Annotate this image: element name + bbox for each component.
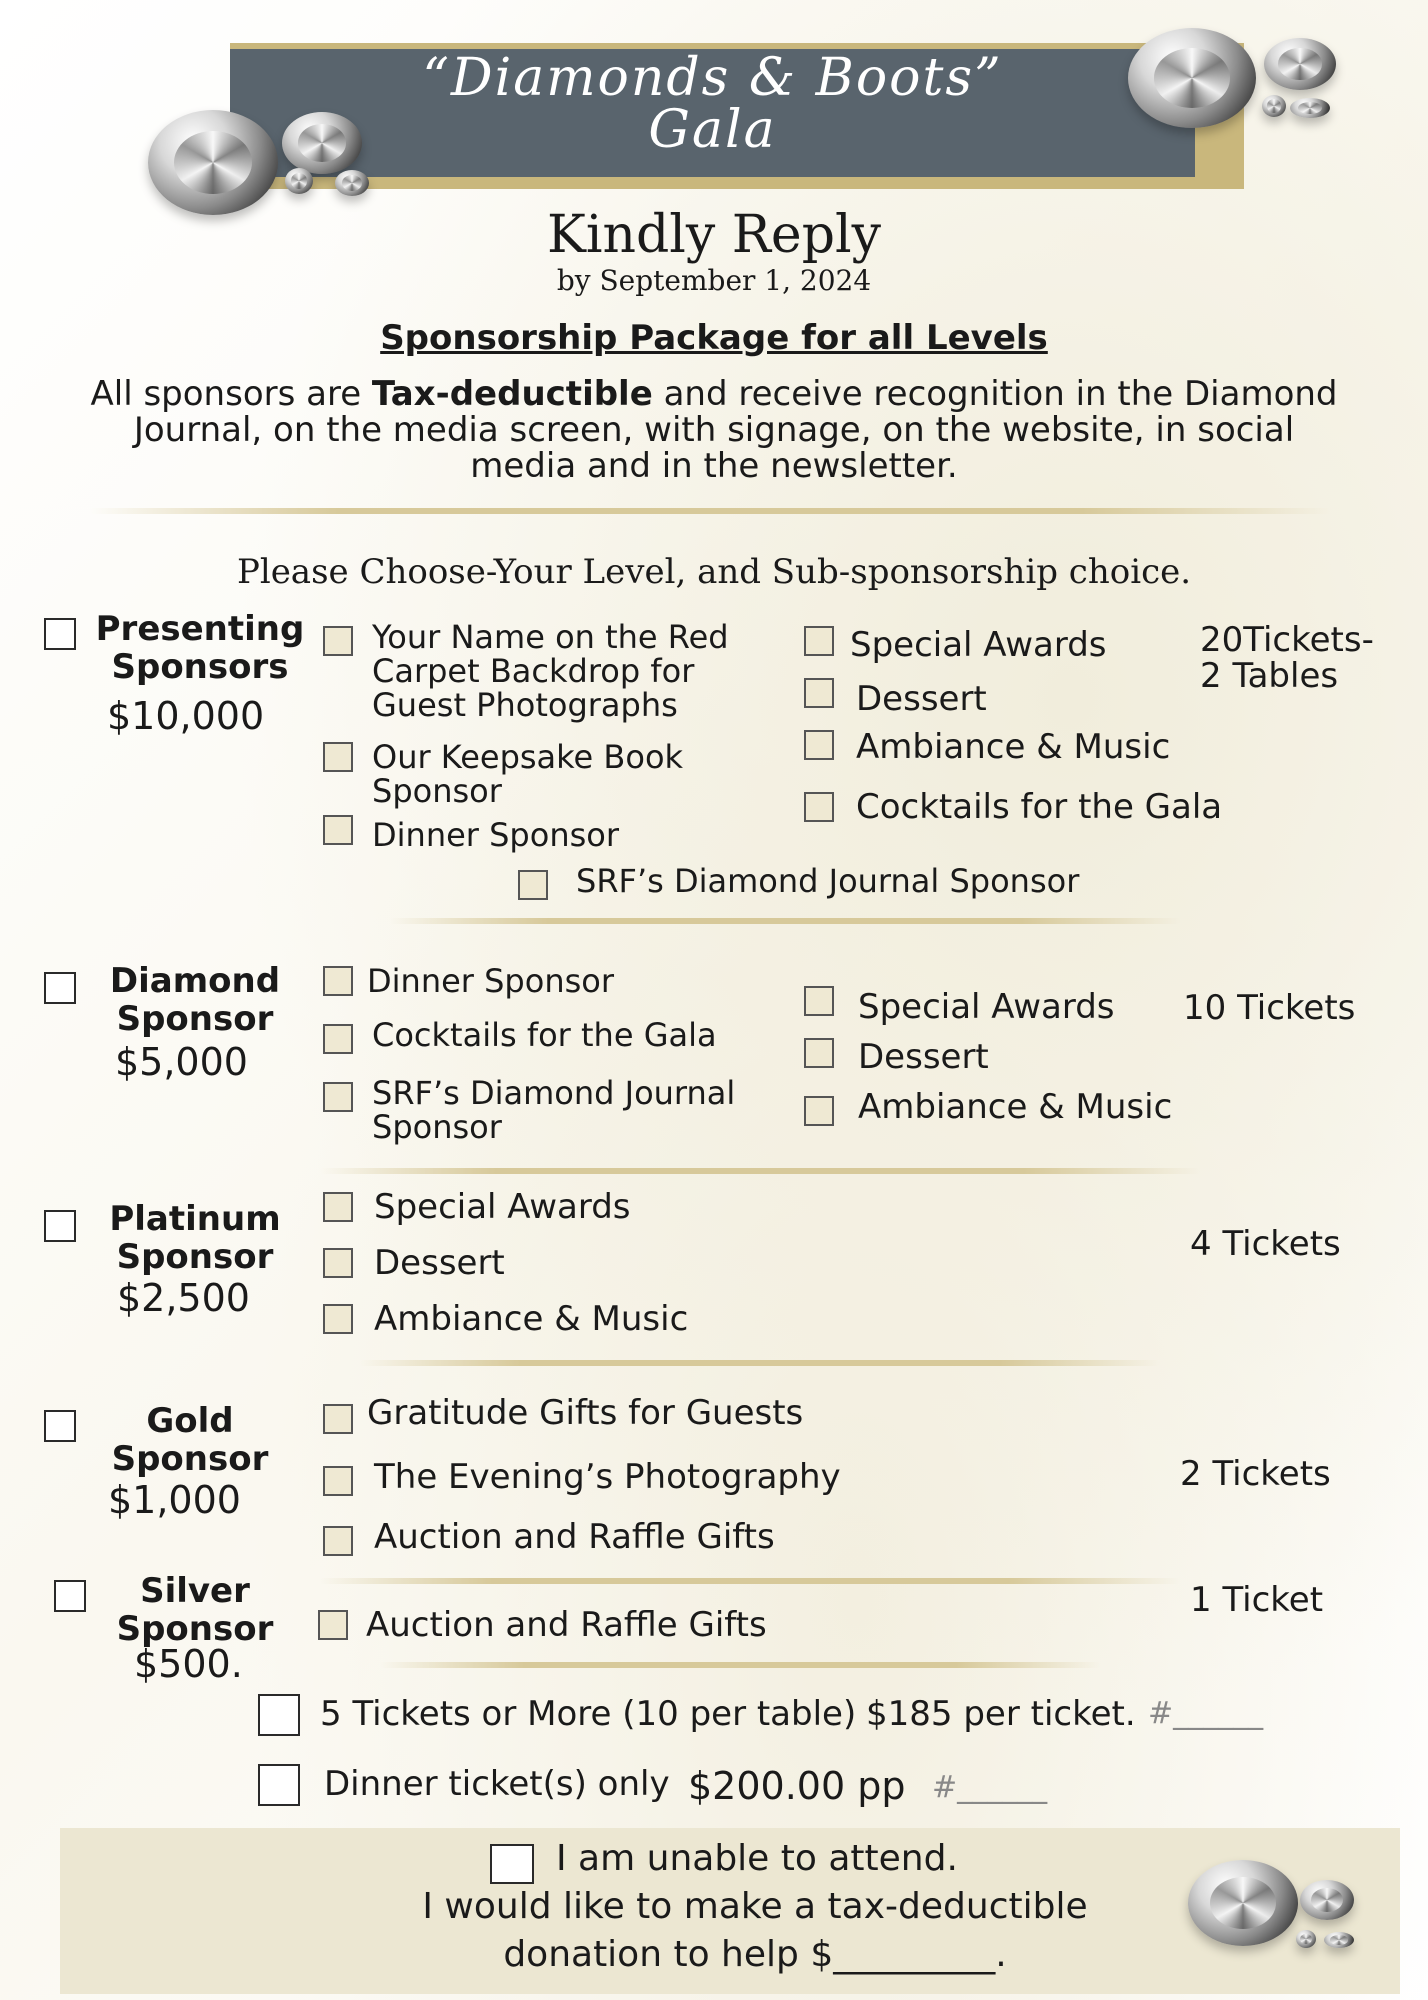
diamond-icon (148, 110, 278, 215)
dinner-only-label: Dinner ticket(s) only (324, 1764, 670, 1804)
presenting-sponsor-checkbox[interactable] (44, 618, 76, 650)
dinner-only-price: $200.00 pp (688, 1764, 906, 1808)
reply-by-date: by September 1, 2024 (556, 264, 872, 297)
diamond-icon (1296, 1930, 1316, 1948)
presenting-option-checkbox[interactable] (323, 626, 353, 656)
gold-option-checkbox[interactable] (323, 1466, 353, 1496)
gold-option-checkbox[interactable] (323, 1404, 353, 1434)
presenting-option-checkbox[interactable] (804, 792, 834, 822)
platinum-option-checkbox[interactable] (323, 1304, 353, 1334)
platinum-sponsor-price: $2,500 (117, 1276, 250, 1320)
unable-to-attend-label: I am unable to attend. (556, 1838, 958, 1879)
silver-option-checkbox[interactable] (318, 1610, 348, 1640)
five-tickets-label: 5 Tickets or More (10 per table) (320, 1694, 857, 1734)
presenting-option-label: Special Awards (850, 625, 1107, 665)
presenting-option-checkbox[interactable] (518, 870, 548, 900)
platinum-tickets: 4 Tickets (1190, 1224, 1341, 1264)
intro-text-line2: Journal, on the media screen, with signage, on the website, in social (133, 410, 1295, 450)
diamond-option-label: Dessert (858, 1037, 989, 1077)
diamond-option-checkbox[interactable] (804, 1096, 834, 1126)
gold-option-label: The Evening’s Photography (374, 1457, 841, 1497)
diamond-option-checkbox[interactable] (323, 1024, 353, 1054)
divider (390, 918, 1180, 924)
platinum-option-checkbox[interactable] (323, 1192, 353, 1222)
diamond-option-label: Ambiance & Music (858, 1087, 1173, 1127)
silver-option-label: Auction and Raffle Gifts (366, 1605, 767, 1645)
diamond-option-label: Cocktails for the Gala (372, 1016, 717, 1054)
five-tickets-checkbox[interactable] (258, 1694, 300, 1736)
intro-text-line3: media and in the newsletter. (470, 446, 958, 486)
diamond-icon (1264, 38, 1336, 90)
diamond-icon (1290, 98, 1330, 118)
presenting-tickets: 20Tickets- 2 Tables (1200, 620, 1374, 696)
diamond-icon (1262, 95, 1286, 117)
presenting-sponsor-name: Presenting Sponsors (95, 609, 305, 687)
divider (380, 1662, 1100, 1668)
diamond-option-checkbox[interactable] (323, 1082, 353, 1112)
presenting-option-checkbox[interactable] (804, 678, 834, 708)
silver-sponsor-price: $500. (134, 1642, 243, 1686)
diamond-option-checkbox[interactable] (323, 966, 353, 996)
diamond-option-label: Dinner Sponsor (367, 962, 614, 1000)
diamond-icon (1188, 1860, 1298, 1946)
intro-text-bold: Tax-deductible (371, 374, 653, 414)
dinner-only-checkbox[interactable] (258, 1764, 300, 1806)
donation-text-line1: I would like to make a tax-deductible (422, 1886, 1088, 1927)
gold-option-checkbox[interactable] (323, 1526, 353, 1556)
presenting-sponsor-price: $10,000 (107, 694, 265, 738)
choose-level-text: Please Choose-Your Level, and Sub-sponsorship choice. (236, 552, 1192, 592)
divider (360, 1360, 1160, 1366)
platinum-option-label: Ambiance & Music (374, 1299, 689, 1339)
divider (320, 1168, 1200, 1174)
platinum-option-label: Dessert (374, 1243, 505, 1283)
presenting-option-checkbox[interactable] (323, 815, 353, 845)
presenting-option-label: SRF’s Diamond Journal Sponsor (576, 862, 1080, 900)
presenting-option-label: Dinner Sponsor (372, 816, 619, 854)
presenting-option-label: Ambiance & Music (856, 727, 1171, 767)
diamond-option-label: SRF’s Diamond Journal Sponsor (372, 1074, 736, 1146)
gold-option-label: Gratitude Gifts for Guests (367, 1393, 804, 1433)
donation-amount-field[interactable]: donation to help $_________. (503, 1934, 1007, 1975)
silver-sponsor-name: Silver Sponsor (116, 1571, 274, 1649)
diamond-icon (1128, 28, 1256, 128)
diamond-sponsor-price: $5,000 (115, 1040, 248, 1084)
presenting-option-checkbox[interactable] (804, 730, 834, 760)
presenting-option-label: Our Keepsake Book Sponsor (372, 738, 684, 810)
diamond-icon (335, 170, 369, 196)
intro-text (0, 376, 1428, 484)
five-tickets-price: $185 per ticket. (866, 1694, 1136, 1734)
divider (320, 1578, 1180, 1584)
kindly-reply-heading: Kindly Reply (546, 205, 881, 265)
presenting-option-label: Dessert (856, 679, 987, 719)
presenting-option-label: Your Name on the Red Carpet Backdrop for Guest Photographs (372, 618, 729, 724)
divider (90, 508, 1330, 514)
diamond-option-label: Special Awards (858, 987, 1115, 1027)
silver-sponsor-checkbox[interactable] (54, 1580, 86, 1612)
platinum-option-label: Special Awards (374, 1187, 631, 1227)
gold-tickets: 2 Tickets (1180, 1454, 1331, 1494)
diamond-sponsor-checkbox[interactable] (44, 972, 76, 1004)
gold-sponsor-checkbox[interactable] (44, 1410, 76, 1442)
banner-title (230, 48, 1195, 160)
platinum-option-checkbox[interactable] (323, 1248, 353, 1278)
gold-sponsor-name: Gold Sponsor (111, 1401, 269, 1479)
banner-title-line1: “Diamonds & Boots” (422, 48, 1003, 108)
unable-to-attend-checkbox[interactable] (490, 1844, 534, 1884)
dinner-only-quantity-field[interactable]: #______ (932, 1770, 1048, 1805)
gold-sponsor-price: $1,000 (108, 1478, 241, 1522)
intro-text-suffix: and receive recognition in the Diamond (652, 374, 1338, 414)
sponsorship-heading: Sponsorship Package for all Levels (380, 318, 1048, 358)
banner-title-line2: Gala (648, 100, 777, 160)
intro-text-prefix: All sponsors are (90, 374, 372, 414)
diamond-option-checkbox[interactable] (804, 1038, 834, 1068)
diamond-icon (1324, 1932, 1354, 1948)
diamond-sponsor-name: Diamond Sponsor (109, 961, 281, 1039)
silver-tickets: 1 Ticket (1190, 1580, 1324, 1620)
five-tickets-quantity-field[interactable]: #______ (1148, 1696, 1264, 1731)
platinum-sponsor-checkbox[interactable] (44, 1210, 76, 1242)
presenting-option-label: Cocktails for the Gala (856, 787, 1223, 827)
diamond-icon (1300, 1880, 1354, 1920)
diamond-option-checkbox[interactable] (804, 986, 834, 1016)
diamond-icon (285, 168, 313, 194)
gold-option-label: Auction and Raffle Gifts (374, 1517, 775, 1557)
presenting-option-checkbox[interactable] (804, 626, 834, 656)
platinum-sponsor-name: Platinum Sponsor (109, 1199, 281, 1277)
diamond-tickets: 10 Tickets (1183, 988, 1356, 1028)
presenting-option-checkbox[interactable] (323, 742, 353, 772)
diamond-icon (282, 112, 362, 174)
